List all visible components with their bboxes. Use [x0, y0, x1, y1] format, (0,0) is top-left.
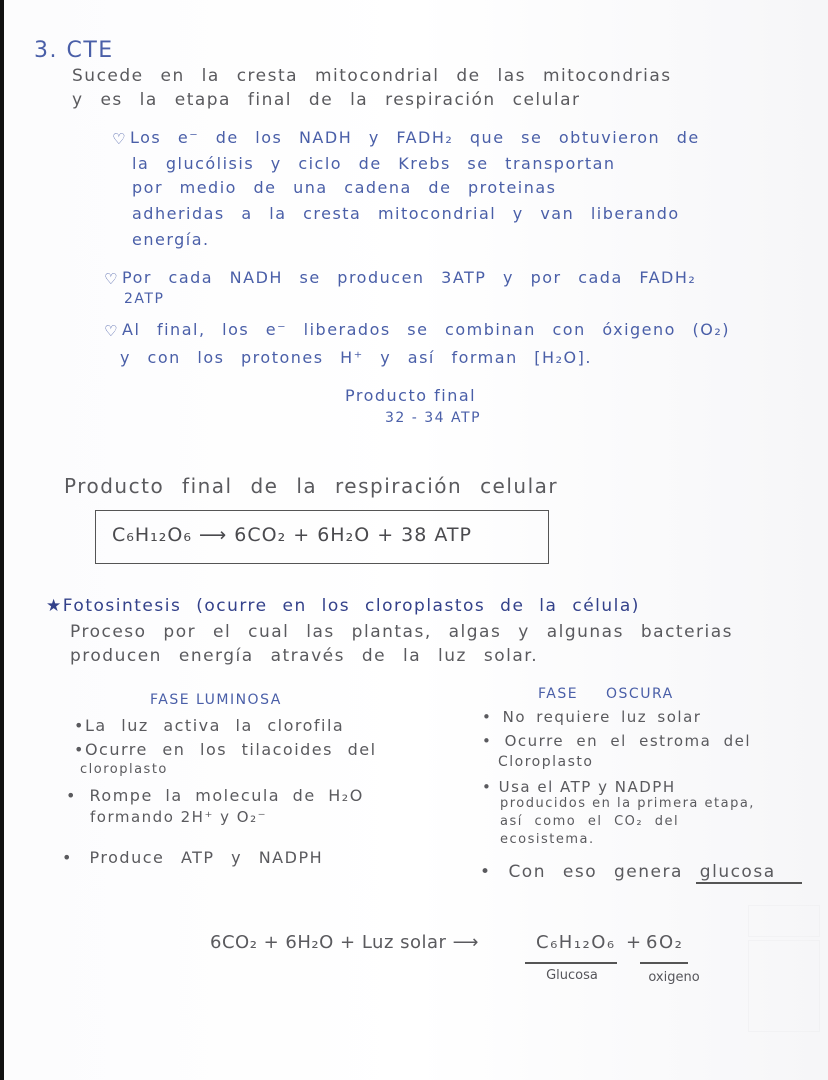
bullet-line: Al final, los e⁻ liberados se combinan con óxigeno (O₂) — [122, 320, 731, 339]
heart-icon: ♡ — [104, 322, 119, 340]
oxygen-label: oxigeno — [648, 970, 700, 985]
bullet-line: Los e⁻ de los NADH y FADH₂ que se obtuvieron de — [130, 128, 700, 147]
bullet-line: energía. — [132, 230, 210, 249]
dark-phase-item-3: • Usa el ATP y NADPH — [482, 778, 676, 796]
dark-phase-item-3-cont-2: así como el CO₂ del — [500, 814, 680, 829]
light-phase-item-3: • Rompe la molecula de H₂O — [66, 786, 364, 805]
bullet-line: la glucólisis y ciclo de Krebs se transportan — [132, 154, 616, 173]
photosynthesis-def-line-1: Proceso por el cual las plantas, algas y algunas bacterias — [70, 622, 734, 642]
bullet-line: por medio de una cadena de proteinas — [132, 178, 557, 197]
oxygen-rule — [640, 962, 688, 964]
bleed-through-mark — [748, 940, 820, 1032]
light-phase-item-1: •La luz activa la clorofila — [74, 716, 345, 735]
dark-phase-item-3-cont-1: producidos en la primera etapa, — [500, 796, 755, 811]
light-phase-item-2-cont: cloroplasto — [80, 762, 168, 777]
light-phase-title: FASE LUMINOSA — [150, 692, 282, 708]
dark-phase-item-4: • Con eso genera glucosa — [480, 862, 776, 882]
respiration-equation: C₆H₁₂O₆ ⟶ 6CO₂ + 6H₂O + 38 ATP — [112, 524, 472, 546]
glucose-label: Glucosa — [546, 968, 598, 983]
final-product-value: 32 - 34 ATP — [385, 410, 482, 426]
equation-plus: + — [626, 932, 643, 953]
equation-reactants: 6CO₂ + 6H₂O + Luz solar ⟶ — [210, 932, 479, 953]
bullet-line: 2ATP — [124, 291, 165, 307]
dark-phase-item-1: • No requiere luz solar — [482, 708, 702, 726]
heart-icon: ♡ — [104, 270, 119, 288]
dark-phase-item-3-cont-3: ecosistema. — [500, 832, 595, 847]
glucose-rule — [525, 962, 617, 964]
section-heading-cte: 3. CTE — [34, 38, 114, 63]
dark-phase-item-2-cont: Cloroplasto — [498, 754, 594, 770]
light-phase-item-2: •Ocurre en los tilacoides del — [74, 740, 377, 759]
bleed-through-mark — [748, 905, 820, 937]
photosynthesis-def-line-2: producen energía através de la luz solar. — [70, 646, 539, 666]
glucosa-underline — [696, 882, 802, 884]
photosynthesis-heading — [46, 596, 640, 616]
cte-intro-line-2: y es la etapa final de la respiración celular — [72, 90, 581, 110]
dark-phase-item-2: • Ocurre en el estroma del — [482, 732, 752, 750]
bullet-line: Por cada NADH se producen 3ATP y por cada FADH₂ — [122, 268, 697, 287]
respiration-summary-title: Producto final de la respiración celular — [64, 474, 559, 498]
heart-icon: ♡ — [112, 130, 127, 148]
final-product-label: Producto final — [345, 386, 477, 405]
photosynthesis-heading-text: Fotosintesis (ocurre en los cloroplastos de la célula) — [62, 596, 640, 616]
equation-product-oxygen: 6O₂ — [646, 932, 684, 953]
light-phase-item-4: • Produce ATP y NADPH — [62, 848, 324, 867]
star-icon: ★ — [46, 596, 63, 616]
bullet-line: adheridas a la cresta mitocondrial y van liberando — [132, 204, 680, 223]
light-phase-item-3-cont: formando 2H⁺ y O₂⁻ — [90, 808, 268, 826]
cte-intro-line-1: Sucede en la cresta mitocondrial de las mitocondrias — [72, 66, 672, 86]
equation-product-glucose: C₆H₁₂O₆ — [536, 932, 616, 953]
dark-phase-title: FASE OSCURA — [538, 686, 674, 702]
bullet-line: y con los protones H⁺ y así forman [H₂O]. — [120, 348, 592, 367]
